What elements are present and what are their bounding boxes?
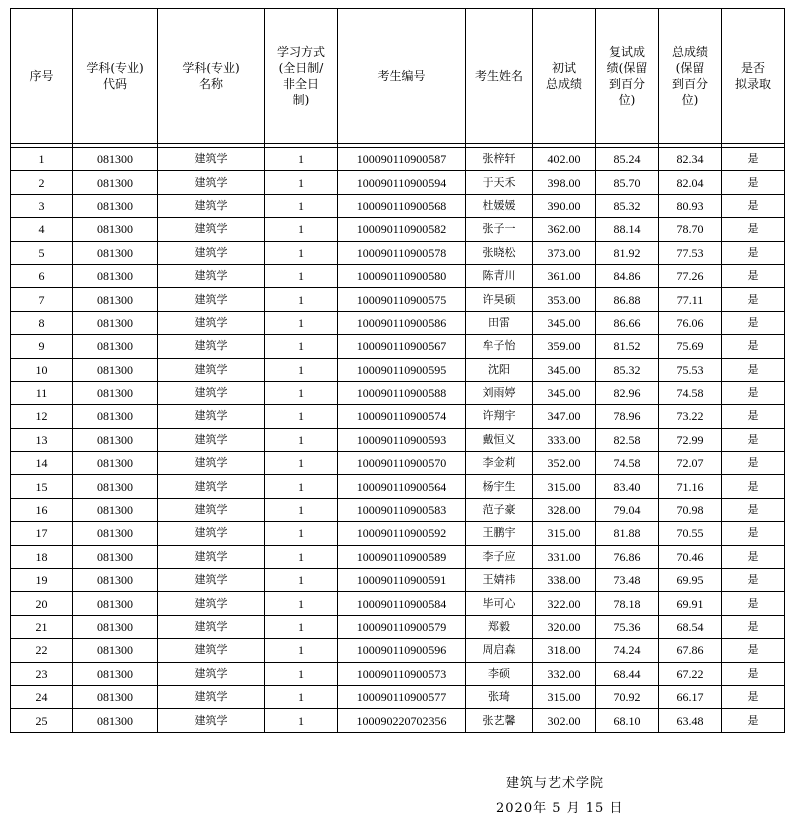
cell-admitted: 是: [722, 335, 785, 358]
table-row: [11, 685, 785, 708]
cell-subject-name: 建筑学: [158, 218, 265, 241]
cell-index: 8: [11, 311, 73, 334]
cell-total-score: 63.48: [659, 709, 722, 732]
col-header-candidate-name: 考生姓名: [466, 9, 533, 144]
table-row: [11, 569, 785, 592]
cell-admitted: 是: [722, 592, 785, 615]
cell-subject-code: 081300: [73, 685, 158, 708]
cell-index: 9: [11, 335, 73, 358]
cell-candidate-name: 郑毅: [466, 615, 533, 638]
cell-initial-score: 315.00: [533, 685, 596, 708]
cell-total-score: 67.86: [659, 639, 722, 662]
cell-index: 3: [11, 194, 73, 217]
cell-candidate-name: 张晓松: [466, 241, 533, 264]
cell-admitted: 是: [722, 639, 785, 662]
cell-subject-name: 建筑学: [158, 171, 265, 194]
cell-total-score: 82.34: [659, 148, 722, 171]
cell-subject-code: 081300: [73, 639, 158, 662]
cell-initial-score: 315.00: [533, 522, 596, 545]
cell-study-mode: 1: [265, 405, 338, 428]
cell-candidate-name: 张艺馨: [466, 709, 533, 732]
cell-candidate-name: 李金莉: [466, 452, 533, 475]
cell-study-mode: 1: [265, 311, 338, 334]
cell-candidate-name: 李子应: [466, 545, 533, 568]
cell-subject-code: 081300: [73, 592, 158, 615]
cell-index: 12: [11, 405, 73, 428]
cell-admitted: 是: [722, 709, 785, 732]
cell-candidate-id: 100090110900591: [338, 569, 466, 592]
cell-subject-code: 081300: [73, 522, 158, 545]
col-header-study-mode: 学习方式 (全日制/ 非全日 制): [265, 9, 338, 144]
cell-candidate-name: 李硕: [466, 662, 533, 685]
cell-candidate-name: 毕可心: [466, 592, 533, 615]
table-row: [11, 639, 785, 662]
cell-total-score: 82.04: [659, 171, 722, 194]
cell-admitted: 是: [722, 452, 785, 475]
cell-admitted: 是: [722, 569, 785, 592]
cell-retest-score: 85.32: [596, 194, 659, 217]
cell-total-score: 68.54: [659, 615, 722, 638]
cell-initial-score: 398.00: [533, 171, 596, 194]
cell-candidate-id: 100090110900593: [338, 428, 466, 451]
cell-total-score: 66.17: [659, 685, 722, 708]
cell-candidate-name: 张琦: [466, 685, 533, 708]
cell-candidate-id: 100090110900567: [338, 335, 466, 358]
cell-index: 13: [11, 428, 73, 451]
cell-subject-name: 建筑学: [158, 592, 265, 615]
cell-candidate-name: 刘雨婷: [466, 381, 533, 404]
table-body: [11, 148, 785, 733]
cell-index: 1: [11, 148, 73, 171]
cell-admitted: 是: [722, 358, 785, 381]
footer-date: 2020年 5 月 15 日: [496, 801, 624, 816]
footer-organization: 建筑与艺术学院: [506, 776, 605, 791]
cell-retest-score: 82.58: [596, 428, 659, 451]
cell-study-mode: 1: [265, 358, 338, 381]
cell-candidate-id: 100090110900579: [338, 615, 466, 638]
col-header-subject-code: 学科(专业) 代码: [73, 9, 158, 144]
cell-total-score: 70.98: [659, 498, 722, 521]
cell-initial-score: 318.00: [533, 639, 596, 662]
cell-candidate-name: 范子豪: [466, 498, 533, 521]
cell-retest-score: 68.44: [596, 662, 659, 685]
cell-index: 6: [11, 264, 73, 287]
cell-index: 5: [11, 241, 73, 264]
cell-total-score: 77.26: [659, 264, 722, 287]
cell-initial-score: 352.00: [533, 452, 596, 475]
table-row: [11, 545, 785, 568]
cell-admitted: 是: [722, 241, 785, 264]
cell-index: 22: [11, 639, 73, 662]
cell-candidate-id: 100090220702356: [338, 709, 466, 732]
cell-candidate-name: 牟子怡: [466, 335, 533, 358]
cell-index: 21: [11, 615, 73, 638]
table-row: [11, 171, 785, 194]
cell-subject-name: 建筑学: [158, 335, 265, 358]
cell-admitted: 是: [722, 428, 785, 451]
cell-total-score: 70.55: [659, 522, 722, 545]
cell-subject-name: 建筑学: [158, 381, 265, 404]
cell-retest-score: 88.14: [596, 218, 659, 241]
cell-candidate-name: 戴恒义: [466, 428, 533, 451]
cell-subject-name: 建筑学: [158, 358, 265, 381]
cell-subject-name: 建筑学: [158, 569, 265, 592]
cell-index: 2: [11, 171, 73, 194]
cell-retest-score: 85.70: [596, 171, 659, 194]
cell-retest-score: 74.58: [596, 452, 659, 475]
cell-subject-code: 081300: [73, 288, 158, 311]
cell-initial-score: 361.00: [533, 264, 596, 287]
cell-initial-score: 315.00: [533, 475, 596, 498]
cell-candidate-id: 100090110900573: [338, 662, 466, 685]
cell-admitted: 是: [722, 194, 785, 217]
cell-initial-score: 328.00: [533, 498, 596, 521]
cell-index: 19: [11, 569, 73, 592]
cell-candidate-id: 100090110900595: [338, 358, 466, 381]
cell-initial-score: 345.00: [533, 358, 596, 381]
cell-index: 25: [11, 709, 73, 732]
cell-study-mode: 1: [265, 662, 338, 685]
cell-subject-name: 建筑学: [158, 148, 265, 171]
cell-candidate-id: 100090110900594: [338, 171, 466, 194]
cell-study-mode: 1: [265, 218, 338, 241]
cell-total-score: 69.91: [659, 592, 722, 615]
cell-candidate-id: 100090110900578: [338, 241, 466, 264]
cell-subject-code: 081300: [73, 498, 158, 521]
cell-admitted: 是: [722, 381, 785, 404]
col-header-candidate-id: 考生编号: [338, 9, 466, 144]
cell-subject-name: 建筑学: [158, 264, 265, 287]
cell-subject-name: 建筑学: [158, 639, 265, 662]
table-row: [11, 522, 785, 545]
cell-total-score: 77.53: [659, 241, 722, 264]
cell-study-mode: 1: [265, 498, 338, 521]
cell-study-mode: 1: [265, 615, 338, 638]
cell-subject-code: 081300: [73, 264, 158, 287]
cell-subject-name: 建筑学: [158, 241, 265, 264]
cell-candidate-name: 杜媛媛: [466, 194, 533, 217]
cell-retest-score: 76.86: [596, 545, 659, 568]
cell-initial-score: 320.00: [533, 615, 596, 638]
cell-candidate-name: 张子一: [466, 218, 533, 241]
cell-subject-code: 081300: [73, 428, 158, 451]
table-row: [11, 452, 785, 475]
table-row: [11, 241, 785, 264]
cell-subject-code: 081300: [73, 475, 158, 498]
cell-subject-code: 081300: [73, 569, 158, 592]
cell-candidate-id: 100090110900588: [338, 381, 466, 404]
cell-study-mode: 1: [265, 475, 338, 498]
cell-study-mode: 1: [265, 709, 338, 732]
cell-retest-score: 78.96: [596, 405, 659, 428]
cell-candidate-id: 100090110900589: [338, 545, 466, 568]
cell-initial-score: 347.00: [533, 405, 596, 428]
cell-study-mode: 1: [265, 171, 338, 194]
cell-subject-name: 建筑学: [158, 452, 265, 475]
cell-total-score: 72.07: [659, 452, 722, 475]
cell-study-mode: 1: [265, 685, 338, 708]
col-header-index: 序号: [11, 9, 73, 144]
admission-table: [10, 8, 785, 733]
cell-study-mode: 1: [265, 452, 338, 475]
cell-retest-score: 81.52: [596, 335, 659, 358]
cell-total-score: 67.22: [659, 662, 722, 685]
table-row: [11, 218, 785, 241]
cell-subject-code: 081300: [73, 381, 158, 404]
cell-index: 20: [11, 592, 73, 615]
cell-total-score: 72.99: [659, 428, 722, 451]
cell-candidate-id: 100090110900583: [338, 498, 466, 521]
table-row: [11, 311, 785, 334]
table-row: [11, 709, 785, 732]
cell-subject-name: 建筑学: [158, 475, 265, 498]
cell-index: 11: [11, 381, 73, 404]
cell-candidate-name: 田雷: [466, 311, 533, 334]
cell-study-mode: 1: [265, 522, 338, 545]
cell-admitted: 是: [722, 264, 785, 287]
cell-initial-score: 345.00: [533, 381, 596, 404]
cell-candidate-id: 100090110900580: [338, 264, 466, 287]
cell-admitted: 是: [722, 288, 785, 311]
cell-candidate-id: 100090110900575: [338, 288, 466, 311]
cell-admitted: 是: [722, 685, 785, 708]
cell-subject-name: 建筑学: [158, 545, 265, 568]
cell-retest-score: 81.88: [596, 522, 659, 545]
table-row: [11, 148, 785, 171]
cell-candidate-name: 王鹏宇: [466, 522, 533, 545]
cell-candidate-name: 张梓轩: [466, 148, 533, 171]
cell-total-score: 77.11: [659, 288, 722, 311]
cell-subject-code: 081300: [73, 615, 158, 638]
cell-subject-code: 081300: [73, 218, 158, 241]
cell-study-mode: 1: [265, 592, 338, 615]
cell-subject-code: 081300: [73, 545, 158, 568]
cell-subject-code: 081300: [73, 452, 158, 475]
cell-candidate-id: 100090110900577: [338, 685, 466, 708]
cell-initial-score: 353.00: [533, 288, 596, 311]
cell-candidate-id: 100090110900592: [338, 522, 466, 545]
cell-admitted: 是: [722, 311, 785, 334]
cell-admitted: 是: [722, 662, 785, 685]
cell-initial-score: 402.00: [533, 148, 596, 171]
cell-initial-score: 390.00: [533, 194, 596, 217]
cell-total-score: 69.95: [659, 569, 722, 592]
cell-initial-score: 359.00: [533, 335, 596, 358]
cell-index: 23: [11, 662, 73, 685]
col-header-admitted: 是否 拟录取: [722, 9, 785, 144]
cell-total-score: 75.69: [659, 335, 722, 358]
cell-study-mode: 1: [265, 545, 338, 568]
cell-study-mode: 1: [265, 241, 338, 264]
col-header-retest-score: 复试成 绩(保留 到百分 位): [596, 9, 659, 144]
cell-candidate-name: 周启森: [466, 639, 533, 662]
table-row: [11, 358, 785, 381]
table-row: [11, 405, 785, 428]
cell-retest-score: 68.10: [596, 709, 659, 732]
cell-subject-name: 建筑学: [158, 405, 265, 428]
cell-index: 14: [11, 452, 73, 475]
cell-subject-code: 081300: [73, 335, 158, 358]
cell-retest-score: 85.24: [596, 148, 659, 171]
cell-subject-code: 081300: [73, 358, 158, 381]
cell-total-score: 78.70: [659, 218, 722, 241]
cell-study-mode: 1: [265, 148, 338, 171]
cell-subject-code: 081300: [73, 709, 158, 732]
cell-initial-score: 333.00: [533, 428, 596, 451]
cell-candidate-name: 许翔宇: [466, 405, 533, 428]
cell-total-score: 76.06: [659, 311, 722, 334]
cell-total-score: 74.58: [659, 381, 722, 404]
cell-total-score: 75.53: [659, 358, 722, 381]
cell-total-score: 71.16: [659, 475, 722, 498]
cell-retest-score: 73.48: [596, 569, 659, 592]
cell-retest-score: 84.86: [596, 264, 659, 287]
cell-candidate-id: 100090110900568: [338, 194, 466, 217]
cell-study-mode: 1: [265, 639, 338, 662]
cell-subject-code: 081300: [73, 171, 158, 194]
cell-admitted: 是: [722, 615, 785, 638]
table-row: [11, 662, 785, 685]
cell-candidate-name: 王婧祎: [466, 569, 533, 592]
cell-subject-code: 081300: [73, 241, 158, 264]
cell-subject-name: 建筑学: [158, 709, 265, 732]
cell-admitted: 是: [722, 475, 785, 498]
cell-candidate-id: 100090110900587: [338, 148, 466, 171]
cell-initial-score: 362.00: [533, 218, 596, 241]
cell-admitted: 是: [722, 218, 785, 241]
cell-initial-score: 322.00: [533, 592, 596, 615]
cell-initial-score: 373.00: [533, 241, 596, 264]
col-header-subject-name: 学科(专业) 名称: [158, 9, 265, 144]
cell-study-mode: 1: [265, 381, 338, 404]
table-row: [11, 498, 785, 521]
table-row: [11, 264, 785, 287]
cell-retest-score: 79.04: [596, 498, 659, 521]
cell-retest-score: 86.66: [596, 311, 659, 334]
cell-candidate-id: 100090110900564: [338, 475, 466, 498]
cell-retest-score: 74.24: [596, 639, 659, 662]
table-row: [11, 475, 785, 498]
cell-subject-name: 建筑学: [158, 685, 265, 708]
cell-candidate-id: 100090110900584: [338, 592, 466, 615]
table-row: [11, 615, 785, 638]
cell-total-score: 80.93: [659, 194, 722, 217]
cell-retest-score: 85.32: [596, 358, 659, 381]
table-row: [11, 381, 785, 404]
cell-index: 18: [11, 545, 73, 568]
cell-study-mode: 1: [265, 288, 338, 311]
cell-candidate-name: 陈青川: [466, 264, 533, 287]
cell-total-score: 70.46: [659, 545, 722, 568]
cell-subject-name: 建筑学: [158, 194, 265, 217]
table-row: [11, 194, 785, 217]
cell-candidate-name: 许昊硕: [466, 288, 533, 311]
cell-index: 10: [11, 358, 73, 381]
cell-subject-code: 081300: [73, 194, 158, 217]
header-row: [11, 9, 785, 144]
cell-retest-score: 81.92: [596, 241, 659, 264]
cell-total-score: 73.22: [659, 405, 722, 428]
cell-retest-score: 75.36: [596, 615, 659, 638]
cell-study-mode: 1: [265, 335, 338, 358]
cell-subject-name: 建筑学: [158, 428, 265, 451]
cell-initial-score: 332.00: [533, 662, 596, 685]
cell-subject-name: 建筑学: [158, 311, 265, 334]
cell-candidate-id: 100090110900570: [338, 452, 466, 475]
cell-initial-score: 302.00: [533, 709, 596, 732]
cell-admitted: 是: [722, 545, 785, 568]
cell-candidate-id: 100090110900582: [338, 218, 466, 241]
cell-subject-name: 建筑学: [158, 615, 265, 638]
cell-subject-code: 081300: [73, 662, 158, 685]
cell-admitted: 是: [722, 522, 785, 545]
cell-retest-score: 82.96: [596, 381, 659, 404]
cell-index: 7: [11, 288, 73, 311]
cell-candidate-id: 100090110900586: [338, 311, 466, 334]
cell-study-mode: 1: [265, 194, 338, 217]
cell-subject-code: 081300: [73, 148, 158, 171]
cell-candidate-name: 沈阳: [466, 358, 533, 381]
cell-index: 15: [11, 475, 73, 498]
cell-candidate-id: 100090110900574: [338, 405, 466, 428]
cell-retest-score: 78.18: [596, 592, 659, 615]
cell-subject-name: 建筑学: [158, 288, 265, 311]
table-row: [11, 592, 785, 615]
cell-subject-name: 建筑学: [158, 522, 265, 545]
cell-candidate-name: 杨宇生: [466, 475, 533, 498]
cell-index: 24: [11, 685, 73, 708]
cell-initial-score: 345.00: [533, 311, 596, 334]
cell-admitted: 是: [722, 498, 785, 521]
cell-study-mode: 1: [265, 264, 338, 287]
cell-index: 4: [11, 218, 73, 241]
cell-candidate-name: 于天禾: [466, 171, 533, 194]
cell-subject-name: 建筑学: [158, 498, 265, 521]
cell-subject-code: 081300: [73, 311, 158, 334]
cell-index: 16: [11, 498, 73, 521]
cell-subject-code: 081300: [73, 405, 158, 428]
cell-admitted: 是: [722, 148, 785, 171]
cell-study-mode: 1: [265, 428, 338, 451]
cell-subject-name: 建筑学: [158, 662, 265, 685]
cell-retest-score: 70.92: [596, 685, 659, 708]
cell-study-mode: 1: [265, 569, 338, 592]
cell-initial-score: 338.00: [533, 569, 596, 592]
table-row: [11, 288, 785, 311]
col-header-initial-score: 初试 总成绩: [533, 9, 596, 144]
cell-retest-score: 86.88: [596, 288, 659, 311]
cell-initial-score: 331.00: [533, 545, 596, 568]
cell-admitted: 是: [722, 405, 785, 428]
cell-index: 17: [11, 522, 73, 545]
cell-admitted: 是: [722, 171, 785, 194]
cell-candidate-id: 100090110900596: [338, 639, 466, 662]
table-row: [11, 428, 785, 451]
col-header-total-score: 总成绩 (保留 到百分 位): [659, 9, 722, 144]
cell-retest-score: 83.40: [596, 475, 659, 498]
table-row: [11, 335, 785, 358]
